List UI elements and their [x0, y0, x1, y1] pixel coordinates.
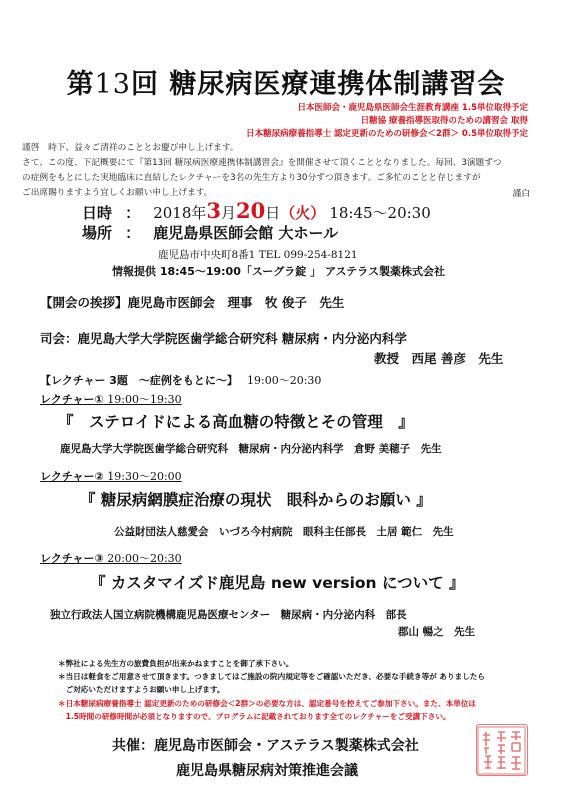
opening-remarks: 【開会の挨拶】鹿児島市医師会 理事 牧 俊子 先生 — [40, 295, 345, 310]
title-number: 13 — [94, 69, 131, 100]
moderator-line-2: 教授 西尾 善彦 先生 — [374, 351, 504, 366]
lecture-3-time: 20:00〜20:30 — [103, 552, 182, 565]
seal-icon — [477, 726, 526, 775]
intro-line-4: ご出席賜りますよう宜しくお願い申し上げます。 — [22, 188, 213, 198]
lecture-2-header — [40, 468, 182, 484]
lecture-2-label: レクチャー② — [40, 470, 104, 483]
datetime-month-unit: 月 — [221, 204, 237, 222]
lecture-section-header — [40, 369, 321, 388]
moderator-line-1: 司会：鹿児島大学大学院医歯学総合研究科 糖尿病・内分泌内科学 — [40, 331, 407, 346]
datetime-day: 20 — [236, 198, 266, 223]
lecture-1-title: 『 ステロイドによる高血糖の特徴とその管理 』 — [58, 413, 414, 431]
lecture-2-time: 19:30〜20:00 — [103, 470, 182, 483]
venue-colon: ： — [125, 224, 141, 242]
lecture-1-header — [40, 391, 182, 407]
datetime-row — [82, 198, 431, 223]
note-line-4: ＊日本糖尿病療養指導士 認定更新のための研修会＜2群＞の必要な方は、認定番号を控えてご参加下さい。また、本単位は — [58, 699, 476, 708]
datetime-weekday: （火） — [280, 204, 326, 222]
lecture-1-label: レクチャー① — [40, 393, 104, 406]
venue-label: 場所 — [82, 224, 113, 242]
datetime-month: 3 — [206, 198, 222, 223]
info-provision: 情報提供 18:45〜19:00「スーグラ錠 」 アステラス製薬株式会社 — [112, 265, 445, 278]
credit-line-2: 日糖協 療養指導医取得のための講習会 取得 — [360, 116, 528, 126]
title-prefix: 第 — [66, 69, 95, 100]
lecture-2-speaker: 公益財団法人慈愛会 いづろ今村病院 眼科主任部長 土居 範仁 先生 — [114, 526, 454, 538]
intro-line-1: 謹啓 時下、益々ご清祥のこととお慶び申し上げます。 — [22, 143, 239, 153]
datetime-label: 日時 — [82, 204, 113, 222]
datetime-colon: ： — [125, 204, 141, 222]
note-line-1: ＊弊社による先生方の旅費負担が出来かねますことを御了承下さい。 — [58, 659, 294, 668]
lecture-2-title: 『 糖尿病網膜症治療の現状 眼科からのお願い 』 — [80, 491, 432, 509]
lecture-section-time: 19:00〜20:30 — [247, 374, 322, 387]
intro-line-2: さて、この度、下記概要にて『第13回 糖尿病医療連携体制講習会』を開催させて頂くこととなりました。毎回、3演題ずつ — [22, 158, 502, 168]
lecture-3-title: 『 カスタマイズド鹿児島 new version について 』 — [90, 574, 465, 592]
venue-row — [82, 222, 338, 243]
note-line-3: ご対応いただけますようお願い申し上げます。 — [58, 685, 225, 694]
venue-address: 鹿児島市中央町8番1 TEL 099-254-8121 — [158, 249, 358, 261]
credit-line-3: 日本糖尿病療養指導士 認定更新のための研修会＜2群＞ 0.5単位取得予定 — [246, 129, 528, 139]
title-main: 回 糖尿病医療連携体制講習会 — [130, 69, 506, 100]
organizers-line-2: 鹿児島県糖尿病対策推進会議 — [176, 763, 358, 779]
datetime-time: 18:45〜20:30 — [329, 204, 431, 222]
organizers-line-1: 共催：鹿児島市医師会・アステラス製薬株式会社 — [112, 738, 419, 754]
lecture-3-header — [40, 550, 182, 566]
venue-name: 鹿児島県医師会館 大ホール — [153, 224, 339, 242]
datetime-year: 2018年 — [153, 204, 207, 222]
lecture-section-label: 【レクチャー 3題 ～症例をもとに～】 — [40, 374, 238, 387]
lecture-3-label: レクチャー③ — [40, 552, 104, 565]
note-line-5: 1.5時間の研修時間が必須となりますので、プログラムに記載されております全てのレクチャーをご受講下さい。 — [58, 712, 451, 721]
datetime-day-unit: 日 — [265, 204, 281, 222]
note-line-2: ＊当日は軽食をご用意させて頂きます。つきましてはご施設の院内規定等をご確認いただき、必要な手続き等が ありましたら — [58, 672, 485, 681]
page-title — [0, 62, 572, 101]
lecture-3-speaker: 独立行政法人国立病院機構鹿児島医療センター 糖尿病・内分泌内科 部長 — [50, 609, 407, 621]
organizer-seal — [476, 724, 528, 776]
credit-line-1: 日本医師会・鹿児島県医師会生涯教育講座 1.5単位取得予定 — [297, 103, 528, 113]
lecture-1-time: 19:00〜19:30 — [103, 393, 182, 406]
lecture-3-speaker-name: 郡山 暢之 先生 — [398, 626, 476, 638]
lecture-1-speaker: 鹿児島大学大学院医歯学総合研究科 糖尿病・内分泌内科学 倉野 美穂子 先生 — [60, 443, 442, 455]
intro-line-3: の症例をもとにした実地臨床に直結したレクチャーを3名の先生方より30分ずつ頂きます。ご多忙のことと存じますが — [22, 173, 481, 183]
intro-closing: 謹白 — [512, 189, 530, 199]
